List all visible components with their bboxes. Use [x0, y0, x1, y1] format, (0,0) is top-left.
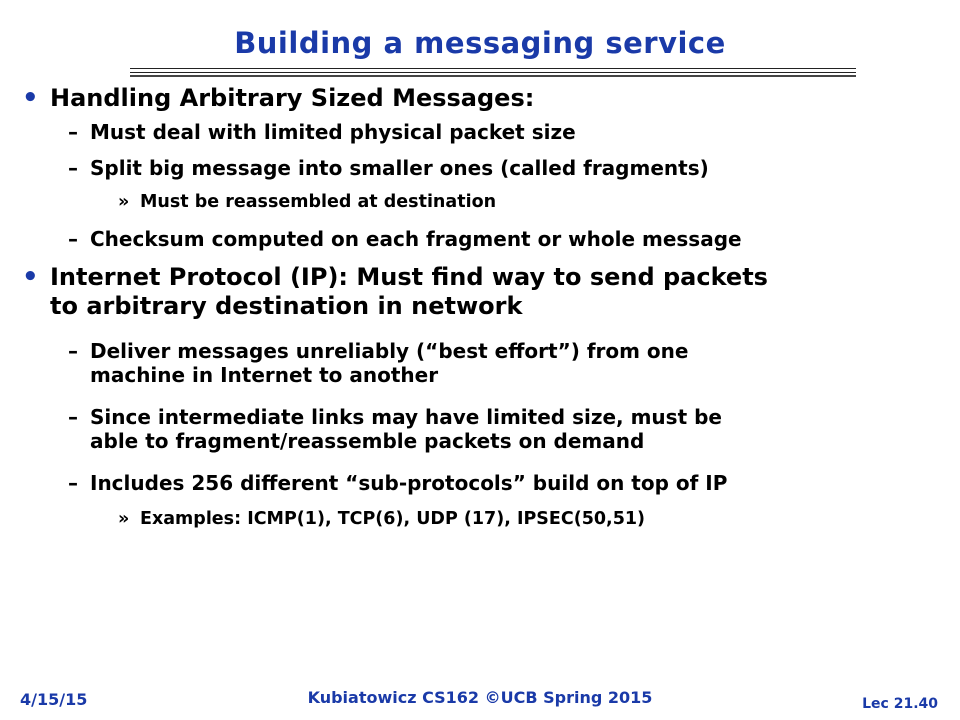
bullet-text: Handling Arbitrary Sized Messages:	[50, 84, 535, 112]
title-divider-line	[130, 75, 856, 77]
sub-bullet-item	[68, 339, 689, 387]
footer-date: 4/15/15	[20, 690, 88, 709]
bullet-text-line: to arbitrary destination in network	[50, 292, 523, 320]
sub-sub-bullet-text: Examples: ICMP(1), TCP(6), UDP (17), IPSEC(50,51)	[140, 509, 646, 529]
footer-lecture-number: Lec 21.40	[862, 696, 938, 712]
dash-marker: –	[68, 471, 78, 495]
dash-marker: –	[68, 227, 78, 251]
sub-bullet-item	[68, 227, 742, 251]
chevron-marker: »	[118, 509, 130, 529]
sub-bullet-item	[68, 156, 709, 180]
sub-sub-bullet-text: Must be reassembled at destination	[140, 192, 497, 212]
bullet-text-line: Internet Protocol (IP): Must find way to send packets	[50, 263, 768, 291]
sub-bullet-item	[68, 405, 722, 453]
bullet-item	[22, 83, 535, 113]
sub-bullet-text: Includes 256 different “sub-protocols” build on top of IP	[90, 471, 728, 495]
sub-bullet-text: Split big message into smaller ones (called fragments)	[90, 156, 709, 180]
sub-bullet-item	[68, 471, 728, 495]
sub-sub-bullet-item	[118, 191, 497, 213]
dash-marker: –	[68, 120, 78, 144]
chevron-marker: »	[118, 192, 130, 212]
dash-marker: –	[68, 339, 78, 363]
sub-bullet-text: Must deal with limited physical packet size	[90, 120, 576, 144]
sub-bullet-text: Checksum computed on each fragment or whole message	[90, 227, 742, 251]
title-divider-line	[130, 72, 856, 73]
dash-marker: –	[68, 405, 78, 429]
sub-sub-bullet-item	[118, 508, 646, 530]
bullet-marker: •	[22, 83, 39, 113]
slide-title: Building a messaging service	[234, 26, 726, 60]
title-divider-line	[130, 68, 856, 69]
bullet-marker: •	[22, 262, 39, 292]
sub-bullet-text-line: machine in Internet to another	[90, 363, 439, 387]
bullet-item	[22, 262, 768, 321]
sub-bullet-text-line: able to fragment/reassemble packets on demand	[90, 429, 645, 453]
footer-course: Kubiatowicz CS162 ©UCB Spring 2015	[307, 688, 653, 707]
sub-bullet-text-line: Since intermediate links may have limited size, must be	[90, 405, 722, 429]
sub-bullet-text-line: Deliver messages unreliably (“best effort”) from one	[90, 339, 689, 363]
sub-bullet-item	[68, 120, 576, 144]
dash-marker: –	[68, 156, 78, 180]
